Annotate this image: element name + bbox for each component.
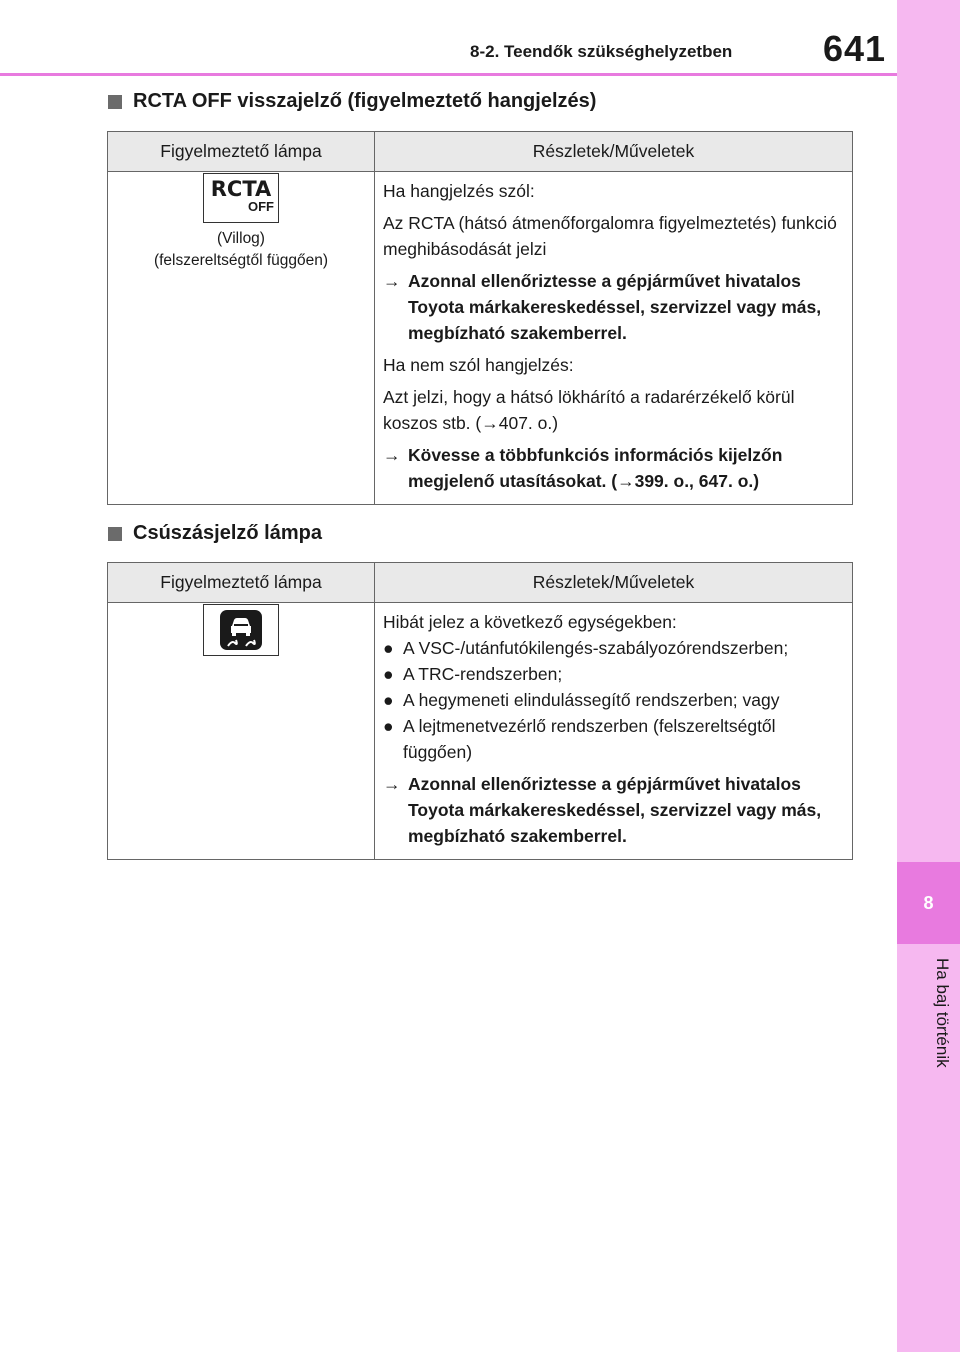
- header-divider: [0, 73, 897, 76]
- bullet-icon: ●: [383, 690, 394, 710]
- table-row: [108, 172, 853, 505]
- list-item: [383, 635, 844, 661]
- list-item-text: A hegymeneti elindulássegítő rendszerben; vagy: [403, 690, 780, 710]
- slip-indicator-icon: [203, 604, 279, 656]
- table-header-row: [108, 563, 853, 603]
- heading-square-icon: [108, 95, 122, 109]
- action-item: [383, 771, 844, 849]
- action-item: [383, 442, 844, 494]
- rcta-table: [107, 131, 853, 505]
- chapter-number: 8: [897, 862, 960, 944]
- list-item: [383, 661, 844, 687]
- table-header-row: [108, 132, 853, 172]
- bullet-icon: ●: [383, 664, 394, 684]
- col-header-details: Részletek/Műveletek: [375, 563, 853, 603]
- heading-square-icon: [108, 527, 122, 541]
- col-header-details: Részletek/Műveletek: [375, 132, 853, 172]
- detail-text: Hibát jelez a következő egységekben:: [383, 612, 677, 632]
- slip-table: [107, 562, 853, 860]
- detail-text: Az RCTA (hátsó átmenőforgalomra figyelmeztetés) funkció meghibásodását jelzi: [383, 213, 837, 259]
- arrow-icon: →: [383, 445, 401, 465]
- list-item-text: A lejtmenetvezérlő rendszerben (felszereltségtől függően): [403, 716, 776, 762]
- action-item: [383, 268, 844, 346]
- chapter-title: Ha baj történik: [933, 958, 952, 1068]
- detail-text: Ha hangjelzés szól:: [383, 181, 535, 201]
- heading-text: Csúszásjelző lámpa: [133, 522, 322, 544]
- section-heading-rcta: [108, 90, 596, 113]
- lamp-cell: [108, 603, 375, 860]
- lamp-caption-equipment: (felszereltségtől függően): [153, 252, 329, 269]
- section-label: 8-2. Teendők szükséghelyzetben: [470, 42, 733, 61]
- col-header-lamp: Figyelmeztető lámpa: [108, 132, 375, 172]
- heading-text: RCTA OFF visszajelző (figyelmeztető hangjelzés): [133, 90, 597, 112]
- table-row: [108, 603, 853, 860]
- action-text: Azonnal ellenőriztesse a gépjárművet hivatalos Toyota márkakereskedéssel, szervizzel vagy más, megbízható szakemberrel.: [408, 774, 822, 846]
- action-text: Kövesse a többfunkciós információs kijelzőn megjelenő utasításokat. (→399. o., 647. o.): [408, 445, 783, 491]
- list-item: [383, 687, 844, 713]
- side-tab: [897, 0, 960, 1352]
- section-heading-slip: [108, 522, 322, 545]
- lamp-cell: [108, 172, 375, 505]
- lamp-caption-blink: (Villog): [217, 230, 265, 247]
- details-cell: [375, 172, 853, 505]
- rcta-off-icon: RCTA OFF: [203, 173, 279, 223]
- action-text: Azonnal ellenőriztesse a gépjárművet hivatalos Toyota márkakereskedéssel, szervizzel vagy más, megbízható szakemberrel.: [408, 271, 822, 343]
- bullet-icon: ●: [383, 638, 394, 658]
- list-item-text: A TRC-rendszerben;: [403, 664, 563, 684]
- arrow-icon: →: [383, 271, 401, 291]
- bullet-icon: ●: [383, 716, 394, 736]
- details-cell: [375, 603, 853, 860]
- list-item: [383, 713, 844, 765]
- arrow-icon: →: [383, 774, 401, 794]
- col-header-lamp: Figyelmeztető lámpa: [108, 563, 375, 603]
- detail-text: Ha nem szól hangjelzés:: [383, 355, 574, 375]
- detail-text: Azt jelzi, hogy a hátsó lökhárító a radarérzékelő körül koszos stb. (→407. o.): [383, 387, 795, 433]
- list-item-text: A VSC-/utánfutókilengés-szabályozórendszerben;: [403, 638, 789, 658]
- page-number: 641: [823, 28, 887, 69]
